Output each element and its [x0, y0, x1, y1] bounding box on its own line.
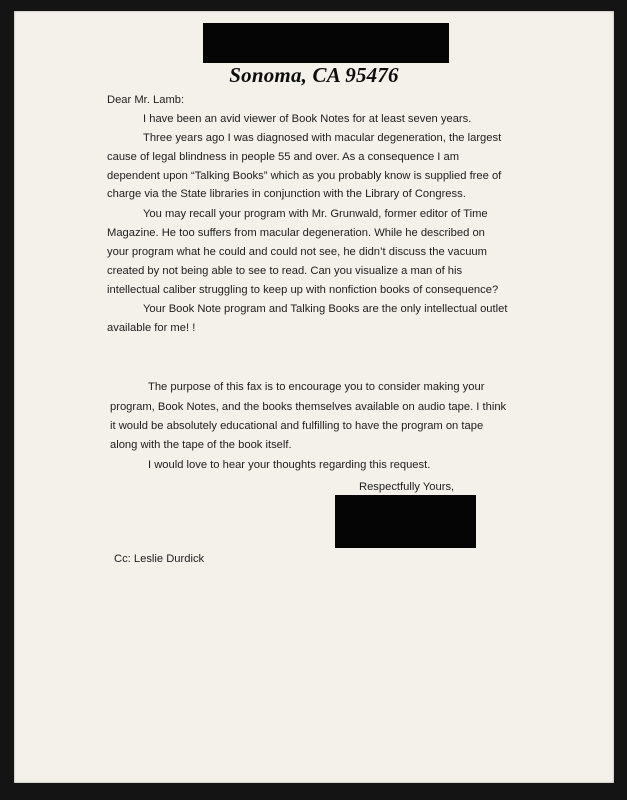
body-line: You may recall your program with Mr. Grunwald, former editor of Time: [143, 208, 488, 220]
body-line: along with the tape of the book itself.: [110, 439, 292, 451]
closing: Respectfully Yours,: [359, 481, 455, 493]
body-line: created by not being able to see to read. Can you visualize a man of his: [107, 265, 463, 277]
body-line: Your Book Note program and Talking Books are the only intellectual outlet: [143, 303, 508, 315]
body-line: available for me! !: [107, 322, 196, 334]
salutation: Dear Mr. Lamb:: [107, 94, 185, 106]
redacted-signature: [335, 495, 476, 548]
body-line: I would love to hear your thoughts regarding this request.: [148, 459, 431, 471]
body-line: The purpose of this fax is to encourage you to consider making your: [148, 381, 485, 393]
letter-page: [14, 11, 614, 783]
body-line: dependent upon “Talking Books” which as you probably know is supplied free of: [107, 170, 502, 182]
body-line: charge via the State libraries in conjunction with the Library of Congress.: [107, 188, 466, 200]
body-line: program, Book Notes, and the books themselves available on audio tape. I think: [110, 401, 507, 413]
redacted-letterhead: [203, 23, 449, 63]
body-line: cause of legal blindness in people 55 and over. As a consequence I am: [107, 151, 460, 163]
body-line: Magazine. He too suffers from macular degeneration. While he described on: [107, 227, 485, 239]
letter-heading: Sonoma, CA 95476: [229, 63, 399, 87]
body-line: intellectual caliber struggling to keep up with nonfiction books of consequence?: [107, 284, 499, 296]
body-line: your program what he could and could not see, he didn’t discuss the vacuum: [107, 246, 487, 258]
body-line: Three years ago I was diagnosed with macular degeneration, the largest: [143, 132, 502, 144]
cc-line: Cc: Leslie Durdick: [114, 553, 205, 565]
body-line: it would be absolutely educational and fulfilling to have the program on tape: [110, 420, 484, 432]
body-line: I have been an avid viewer of Book Notes for at least seven years.: [143, 113, 472, 125]
